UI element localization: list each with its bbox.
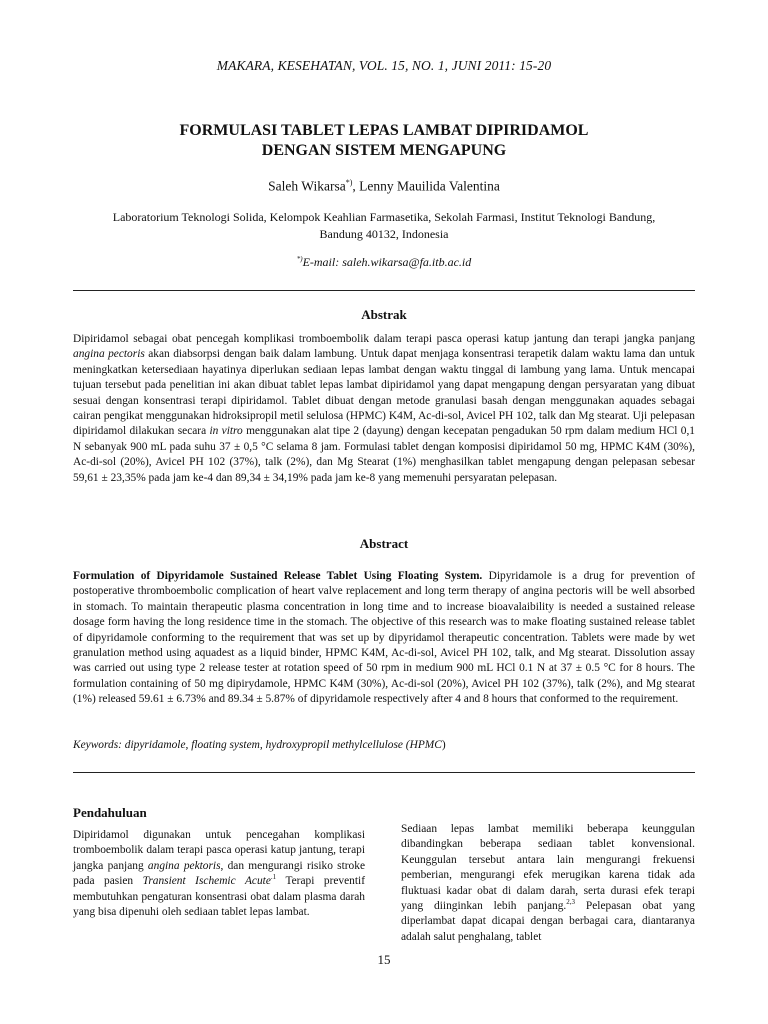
author-separator: ,: [352, 178, 360, 194]
page-number: 15: [377, 952, 391, 967]
abstract-heading: Abstract: [359, 536, 409, 551]
intro-left-text-2: , dan mengurangi risiko stroke pada pasien: [73, 859, 365, 888]
bottom-divider: [73, 772, 695, 773]
author-2: Lenny Mauilida Valentina: [359, 178, 500, 194]
running-head: MAKARA, KESEHATAN, VOL. 15, NO. 1, JUNI 2011: 15-20: [216, 58, 552, 73]
abstract-bold-title: Formulation of Dipyridamole Sustained Release Tablet Using Floating System.: [73, 570, 483, 582]
abstrak-italic-1: angina pectoris: [73, 348, 145, 361]
intro-left-text-1: Dipiridamol digunakan untuk pencegahan komplikasi tromboembolik dalam terapi pasca operasi katup jantung, terapi jangka panjang: [73, 829, 365, 872]
corresponding-mark: *): [345, 178, 353, 187]
abstrak-text-3: menggunakan alat tipe 2 (dayung) dengan kecepatan pengadukan 50 rpm dalam medium HCl 0,1 N sebanyak 900 mL pada suhu 37 ± 0,5 °C selama 8 jam. Formulasi tablet dengan komposisi dipiridamol 50 mg, HPMC K4M (30%), Ac-di-sol (20%), Avicel PH 102 (37%), talk (2%), dan Mg Stearat (1%) menghasilkan tablet mengapung dengan pelepasan sebesar 59,61 ± 23,35% pada jam ke-4 dan 89,34 ± 34,19% pada jam ke-8 yang memenuhi persyaratan pelepasan.: [73, 425, 695, 484]
title-line-1: FORMULASI TABLET LEPAS LAMBAT DIPIRIDAMOL: [179, 122, 589, 139]
abstrak-heading: Abstrak: [361, 307, 407, 322]
section-heading-pendahuluan: Pendahuluan: [73, 805, 147, 820]
email-line: [0, 255, 768, 270]
keywords-close: ): [441, 739, 446, 751]
intro-left-italic-1: angina pektoris: [147, 859, 221, 872]
abstrak-text-2: akan diabsorpsi dengan baik dalam lambung. Untuk dapat menjaga konsentrasi terapetik dalam waktu lama dan untuk meningkatkan ketersediaan hayatinya diperlukan sediaan lepas lambat dengan waktu tinggal di lambung yang lama. Untuk mencapai tujuan tersebut pada penelitian ini akan dibuat tablet lepas lambat dipiridamol yang dapat mengapung dengan persyaratan yang dibuat sesuai dengan konsentrasi terapi dipiridamol. Tablet dibuat dengan metode granulasi basah dengan menggunakan aquades sebagai cairan pengikat menggunakan hidroksipropil metil selulosa (HPMC) K4M, Ac-di-sol, Avicel PH 102, talk dan Mg stearat. Uji pelepasan dipiridamol dilakukan secara: [73, 348, 695, 438]
email-address[interactable]: E-mail: saleh.wikarsa@fa.itb.ac.id: [302, 255, 472, 269]
intro-right-text-2: Pelepasan obat yang diperlambat dapat dicapai dengan berbagai cara, diantaranya adalah salut penghalang, tablet: [401, 900, 695, 943]
top-divider: [73, 290, 695, 291]
article-title: [0, 121, 768, 161]
affiliation-line-1: Laboratorium Teknologi Solida, Kelompok Keahlian Farmasetika, Sekolah Farmasi, Institut Teknologi Bandung,: [112, 210, 656, 224]
intro-left-text-3: Terapi preventif membutuhkan pengaturan konsentrasi obat dalam plasma darah yang bisa dipenuhi oleh sediaan tablet lepas lambat.: [73, 875, 365, 919]
title-line-2: DENGAN SISTEM MENGAPUNG: [261, 142, 507, 159]
intro-right-ref: 2,3: [566, 898, 575, 907]
author-list: [0, 178, 768, 195]
abstract-body: [73, 569, 695, 708]
author-1: Saleh Wikarsa: [268, 178, 346, 194]
intro-left-column: [73, 828, 365, 920]
intro-left-italic-2: Transient Ischemic Acute: [142, 875, 271, 888]
keywords-label: Keywords: dipyridamole, floating system, hydroxypropil methylcellulose (: [73, 739, 410, 751]
intro-right-text-1: Sediaan lepas lambat memiliki beberapa keunggulan dibandingkan beberapa sediaan tablet konvensional. Keunggulan tersebut antara lain mengurangi frekuensi pemberian, mengurangi efek merugikan karena tidak ada fluktuasi kadar obat di dalam darah, serta durasi efek terapi yang diinginkan lebih panjang.: [401, 823, 695, 913]
email-mark: *): [296, 255, 303, 263]
intro-left-ref: .1: [270, 873, 277, 882]
intro-right-column: [401, 822, 695, 945]
affiliation-line-2: Bandung 40132, Indonesia: [319, 227, 449, 241]
keywords: [73, 739, 695, 751]
affiliation: [80, 209, 688, 243]
abstrak-italic-2: in vitro: [209, 425, 243, 438]
keywords-abbr: HPMC: [409, 739, 442, 751]
abstract-text: Dipyridamole is a drug for prevention of postoperative thromboembolic complication of heart valve replacement and long term therapy of angina pectoris will be well absorbed in stomach. To maintain therapeutic plasma concentration in long time and to increase bioavalaibility is needed a sustained release dosage form having the long residence time in the stomach. The objective of this research was to make floating sustained release tablet of dipyridamole conforming to the requirement that was set up by dipyridamol therapeutic concentration. Tablets were made by wet granulation method using aquadest as a liquid binder, HPMC K4M, Ac-di-sol, Avicel PH 102, talk, and Mg stearat. Dissolution assay was carried out using type 2 release tester at rotation speed of 50 rpm in medium 900 mL HCl 0.1 N at 37 ± 0.5 °C for 8 hours. The formulation containing of 50 mg dipirydamole, HPMC K4M (30%), Ac-di-sol (20%), Avicel PH 102 (37%), talk (2%), and Mg stearat (1%) released 59.61 ± 6.73% and 89.34 ± 5.87% of dipyridamole respectively after 4 and 8 hours that conformed to the requirement.: [73, 570, 695, 706]
abstrak-body: [73, 332, 695, 486]
abstrak-text-1: Dipiridamol sebagai obat pencegah komplikasi tromboembolik dalam terapi pasca operasi katup jantung dan terapi jangka panjang: [73, 333, 695, 345]
